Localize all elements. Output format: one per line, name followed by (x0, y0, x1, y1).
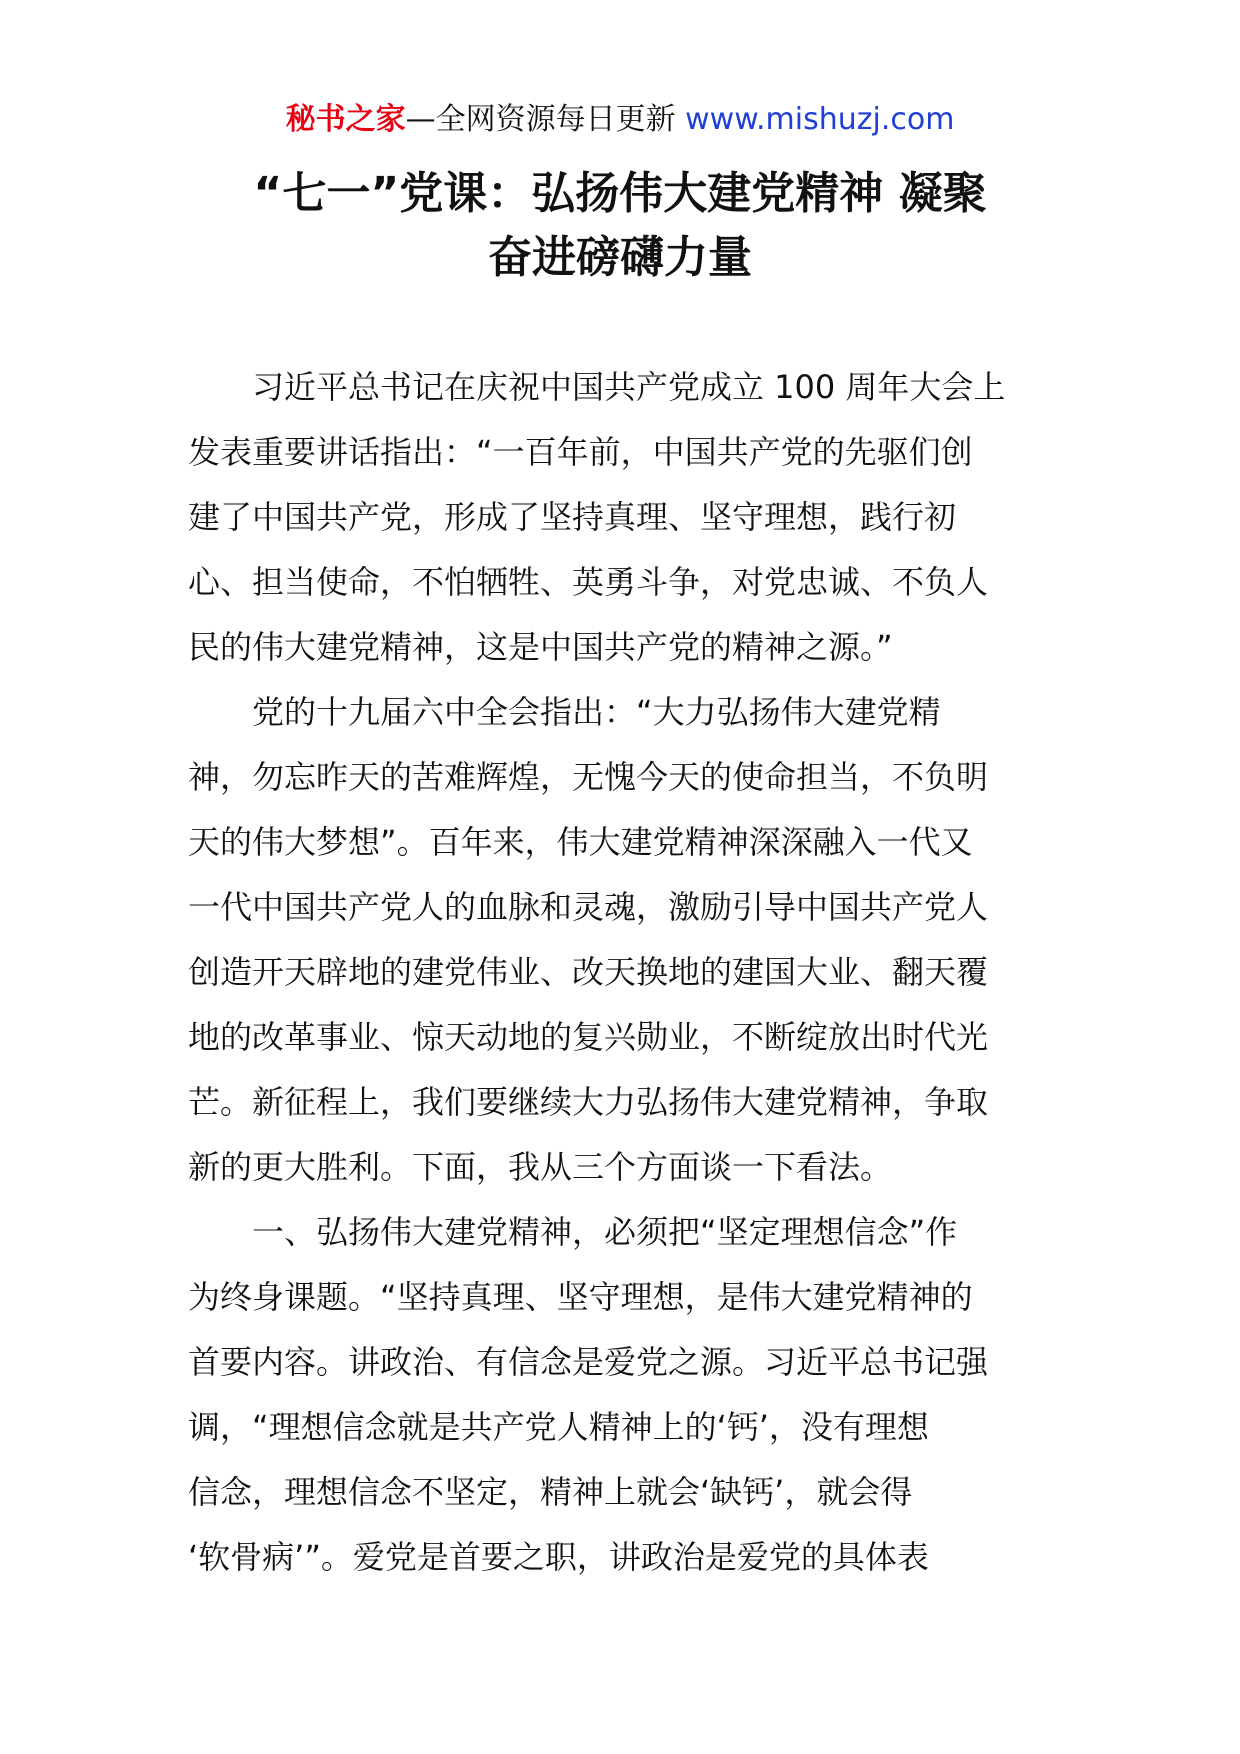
body-line: 天的伟大梦想”。百年来，伟大建党精神深深融入一代又 (188, 823, 973, 861)
body-line: 民的伟大建党精神，这是中国共产党的精神之源。” (188, 628, 893, 666)
site-banner (0, 100, 1240, 140)
body-line: 党的十九届六中全会指出：“大力弘扬伟大建党精 (252, 693, 941, 731)
body-line: 建了中国共产党，形成了坚持真理、坚守理想，践行初 (188, 498, 957, 536)
body-line: 一、弘扬伟大建党精神，必须把“坚定理想信念”作 (252, 1213, 958, 1251)
website-url[interactable]: www.mishuzj.com (685, 102, 955, 137)
body-line: 信念，理想信念不坚定，精神上就会‘缺钙’，就会得 (188, 1473, 913, 1511)
title-line-2: 奋进磅礴力量 (488, 232, 752, 283)
document-body (188, 355, 1058, 1590)
body-line: 习近平总书记在庆祝中国共产党成立 100 周年大会上 (252, 368, 1006, 406)
body-line: 新的更大胜利。下面，我从三个方面谈一下看法。 (188, 1148, 893, 1186)
document-title (150, 162, 1090, 290)
body-line: ‘软骨病’”。爱党是首要之职，讲政治是爱党的具体表 (188, 1538, 929, 1576)
body-line: 调，“理想信念就是共产党人精神上的‘钙’，没有理想 (188, 1408, 929, 1446)
body-line: 首要内容。讲政治、有信念是爱党之源。习近平总书记强 (188, 1343, 989, 1381)
body-line: 芒。新征程上，我们要继续大力弘扬伟大建党精神，争取 (188, 1083, 989, 1121)
body-line: 发表重要讲话指出：“一百年前，中国共产党的先驱们创 (188, 433, 973, 471)
body-line: 一代中国共产党人的血脉和灵魂，激励引导中国共产党人 (188, 888, 989, 926)
body-line: 神，勿忘昨天的苦难辉煌，无愧今天的使命担当，不负明 (188, 758, 989, 796)
banner-slogan: —全网资源每日更新 (405, 102, 686, 137)
body-line: 为终身课题。“坚持真理、坚守理想，是伟大建党精神的 (188, 1278, 973, 1316)
title-line-1: “七一”党课：弘扬伟大建党精神 凝聚 (253, 168, 987, 219)
body-line: 地的改革事业、惊天动地的复兴勋业，不断绽放出时代光 (188, 1018, 989, 1056)
body-line: 心、担当使命，不怕牺牲、英勇斗争，对党忠诚、不负人 (188, 563, 989, 601)
brand-name: 秘书之家 (285, 102, 406, 137)
body-line: 创造开天辟地的建党伟业、改天换地的建国大业、翻天覆 (188, 953, 989, 991)
